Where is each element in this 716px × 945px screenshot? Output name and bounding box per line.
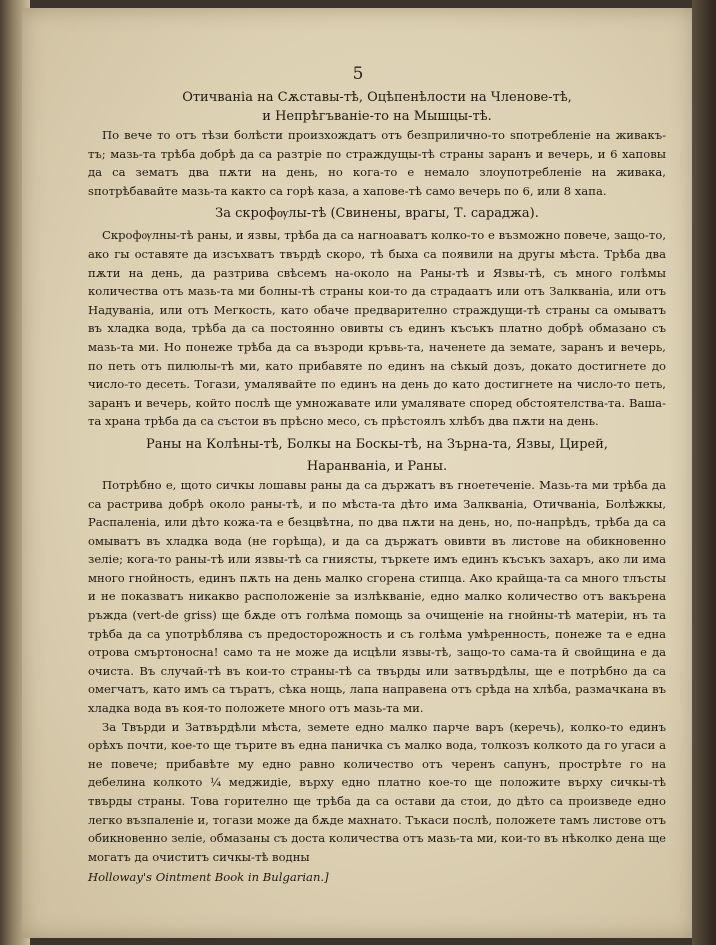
page-number: 5 [352,64,364,84]
section-swellings [88,88,666,200]
section-heading-line: Наранваніа, и Раны. [306,458,448,474]
footer-book-title: Holloway's Ointment Book in Bulgarian.] [88,870,329,885]
section-knee-sores [88,435,666,718]
page-edge-shadow [692,0,716,945]
section-heading-line: Отичваніа на Сѫставы-тѣ, Оцѣпенѣлости на Членове-тѣ, [182,90,572,105]
section-scrofula [88,204,666,431]
section-heading-line: и Непрѣгъваніе-то на Мышцы-тѣ. [262,109,492,124]
page-text-block [88,88,666,887]
section-hard-places [88,718,666,867]
section-paragraph: Потрѣбно е, щото сичкы лошавы раны да са държатъ въ гноетеченіе. Мазь-та ми трѣба да са растрива добрѣ около раны-тѣ, и по мѣста-та дѣто има Залкваніа, Отичваніа, Болѣжкы, Распаленіа, или дѣто кожа-та е безцвѣтна, по два пѫти на день, но, по-напрѣдъ, трѣба да са омыватъ въ хладка вода (не горѣща), и да са държатъ овивти въ листове на обикновенно зеліе; кога-то раны-тѣ или язвы-тѣ са гниясты, търкете имъ единъ късъкъ захаръ, ако ли има много гнойность, единъ пѫть на день малко сгорена стипца. Ако крайща-та са много тлъсты и не показватъ никакво расположеніе за излѣкваніе, едно малко количество отъ вакърена ръжда (vert-de griss) ще бѫде отъ голѣма помощь за очищеніе на гнойны-тѣ матеріи, нъ та трѣба да са употрѣблява съ предосторожность и съ голѣма умѣренность, понеже та е една отрова смъртоносна! само та не може да исцѣли язвы-тѣ, защо-то сама-та й свойщина е да очиста. Въ случай-тѣ въ кои-то страны-тѣ са твърды или затвърдѣлы, ще е потрѣбно да са омегчатъ, като имъ са търатъ, сѣка нощь, лапа направена отъ срѣда на хлѣба, размачкана въ хладка вода въ коя-то положете много отъ мазь-та ми. [88,477,666,716]
section-heading-line: Раны на Колѣны-тѣ, Болкы на Боскы-тѣ, на Зърна-та, Язвы, Цирей, [145,436,609,452]
section-paragraph: Скрофѹлны-тѣ раны, и язвы, трѣба да са нагноаватъ колко-то е възможно повече, защо-то, ако гы оставяте да изсъхватъ твърдѣ скоро, тѣ быха са появили на другы мѣста. Трѣба два пѫти на день, да разтрива свѣсемъ на-около на Раны-тѣ и Язвы-тѣ, съ много голѣмы количества отъ мазь-та ми болны-тѣ страны кои-то да страдаатъ или отъ Залкваніа, или отъ Надуваніа, или отъ Мегкость, като обаче предварително страждущи-тѣ страны са омыватъ въ хладка вода, трѣба да са постоянно овивты съ единъ късъкъ платно добрѣ обмазано съ мазь-та ми. Но понеже трѣба да са възроди кръвь-та, наченете да земате, заранъ и вечерь, по петь отъ пилюлы-тѣ ми, като прибавяте по единъ на сѣкый дозъ, докато достигнете до число-то десеть. Тогази, умалявайте по единъ на день до като достигнете на число-то петь, заранъ и вечерь, който послѣ ще умножавате или умалявате според обстоятелства-та. Ваша-та храна трѣба да са състои въ прѣсно месо, съ прѣстоялъ хлѣбъ два пѫти на день. [88,228,666,429]
section-heading-line: За скрофѹлы-тѣ (Свинены, врагы, Т. сараджа). [215,206,539,222]
section-paragraph: По вече то отъ тѣзи болѣсти произхождатъ отъ безприлично-то ѕпотребленіе на живакъ-тъ; мазь-та трѣба добрѣ да са разтріе по страждущы-тѣ страны заранъ и вечерь, и 6 хаповы да са зематъ два пѫти на день, но кога-то е немало злоупотребленіе на живака, ѕпотрѣбавайте мазь-та както са горѣ каза, а хапове-тѣ само вечерь по 6, или 8 хапа. [88,128,666,198]
section-paragraph: За Твърди и Затвърдѣли мѣста, земете едно малко парче варъ (керечь), колко-то единъ орѣхъ почти, кое-то ще търите въ една паничка съ малко вода, толкозъ колкото да го угаси а не повече; прибавѣте му едно равно количество отъ черенъ сапунъ, прострѣте го на дебелина колкото ¼ меджидіе, върху едно платно кое-то ще положите върху сичкы-тѣ твърды страны. Това горително ще трѣба да са остави да стои, до дѣто са произведе едно легко възпаленіе и, тогази може да бѫде махнато. Тъкаси послѣ, положете тамъ листове отъ обикновенно зеліе, обмазаны съ доста количества отъ мазь-та ми, кои-то въ нѣколко дена ще могатъ да очиститъ сичкы-тѣ водны [88,719,666,864]
